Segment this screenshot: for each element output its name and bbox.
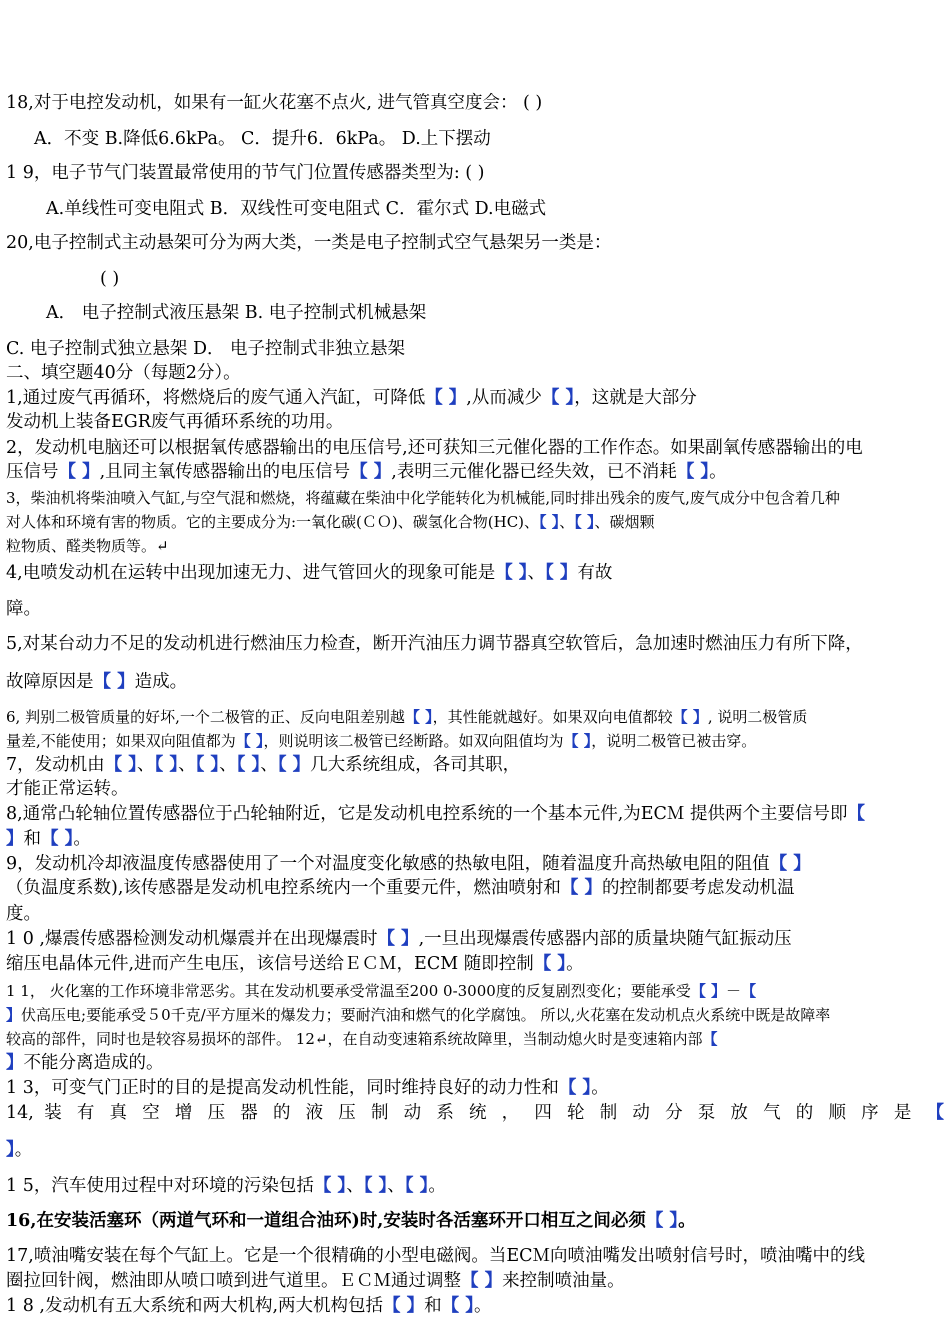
text-run: A.单线性可变电阻式 B．双线性可变电阻式 C．霍尔式 D.电磁式 <box>46 199 547 219</box>
text-run: A． 电子控制式液压悬架 B. 电子控制式机械悬架 <box>46 303 427 323</box>
text-run: C. 电子控制式独立悬架 D． 电子控制式非独立悬架 <box>6 339 406 359</box>
answer-blank: 【 】 <box>769 854 811 874</box>
text-line <box>6 92 950 114</box>
answer-blank: 【 】 <box>533 954 567 974</box>
text-run: 障。 <box>6 599 41 619</box>
text-line <box>6 338 950 360</box>
text-run: 故障原因是 <box>6 672 94 692</box>
text-run: 、 <box>219 755 237 775</box>
text-run: 。 <box>73 829 91 849</box>
text-run: 压信号 <box>6 462 59 482</box>
text-run: 度。 <box>6 904 41 924</box>
text-run: 发动机上装备EGR废气再循环系统的功用。 <box>6 412 344 432</box>
text-run: 、 <box>136 755 155 775</box>
answer-blank: 【 】 <box>350 462 392 482</box>
text-line <box>6 411 950 433</box>
answer-blank: 【 】 <box>195 755 220 775</box>
text-run: 对人体和环境有害的物质。它的主要成分为:一氧化碳(ＣＯ)、碳氢化合物(HC)、 <box>6 513 540 531</box>
text-run: 才能正常运转。 <box>6 779 129 799</box>
text-line <box>6 877 950 899</box>
text-run: 1 9，电子节气门装置最常使用的节气门位置传感器类型为: ( ) <box>6 163 485 183</box>
answer-blank: 】 <box>6 1140 15 1160</box>
answer-blank: 【 】 <box>377 929 419 949</box>
text-line <box>6 535 950 557</box>
answer-blank: 【 】 <box>539 513 560 531</box>
text-run: 、 <box>178 755 196 775</box>
text-line <box>6 562 950 584</box>
text-line <box>6 232 950 254</box>
text-line <box>6 1052 950 1074</box>
text-run: 。 <box>678 1211 696 1231</box>
text-run: 、 <box>260 755 278 775</box>
text-run: ，说明二极管已被击穿。 <box>591 732 757 750</box>
text-line <box>6 980 950 1002</box>
text-run: 5,对某台动力不足的发动机进行燃油压力检查，断开汽油压力调节器真空软管后，急加速时燃油压力有所下降， <box>6 634 863 654</box>
text-run: 粒物质、醛类物质等。↵ <box>6 537 169 555</box>
answer-blank: 【 】 <box>495 563 528 583</box>
text-line <box>6 1270 950 1292</box>
text-line <box>6 853 950 875</box>
text-line <box>100 268 950 290</box>
text-run: 。 <box>591 1078 609 1098</box>
text-line <box>6 1004 950 1026</box>
answer-blank: 【 】 <box>441 1296 474 1316</box>
answer-blank: 【 <box>741 982 757 1000</box>
text-line <box>6 487 950 509</box>
text-line <box>6 437 950 459</box>
answer-blank: 【 <box>847 804 865 824</box>
text-run: 的控制都要考虑发动机温 <box>601 878 795 898</box>
answer-blank: 【 】 <box>672 708 708 726</box>
answer-blank: 【 】 <box>93 672 135 692</box>
text-run: 12↵ <box>295 1030 328 1048</box>
text-run: 量差,不能使用；如果双向阻值都为 <box>6 732 236 750</box>
text-line <box>6 671 950 693</box>
text-line <box>6 953 950 975</box>
text-line <box>6 362 950 384</box>
text-line <box>6 1139 950 1161</box>
text-run: （负温度系数),该传感器是发动机电控系统内一个重要元件，燃油喷射和 <box>6 878 561 898</box>
answer-blank: 【 】 <box>41 829 74 849</box>
text-line <box>6 387 950 409</box>
text-run: ( ) <box>100 269 120 289</box>
answer-blank: 【 】 <box>461 1271 503 1291</box>
text-line <box>6 803 950 825</box>
text-run: 、 <box>559 513 575 531</box>
text-line <box>6 598 950 620</box>
text-run: 2，发动机电脑还可以根据氧传感器输出的电压信号,还可获知三元催化器的工作作态。如果副氧传感器输出的电 <box>6 438 863 458</box>
answer-blank: 【 】 <box>277 755 311 775</box>
text-run: 16,在安装活塞环（两道气环和一道组合油环)时,安装时各活塞环开口相互之间必须 <box>6 1211 646 1231</box>
text-run: 和 <box>23 829 41 849</box>
answer-blank: 【 】 <box>574 513 595 531</box>
text-run: 9，发动机冷却液温度传感器使用了一个对温度变化敏感的热敏电阻，随着温度升高热敏电阻的阻值 <box>6 854 770 874</box>
text-run: 二、填空题40分（每题2分）。 <box>6 363 241 383</box>
text-line <box>6 1102 944 1124</box>
answer-blank: 【 】 <box>154 755 179 775</box>
text-run: ,且同主氧传感器输出的电压信号 <box>99 462 351 482</box>
text-run: 不能分离造成的。 <box>23 1053 164 1073</box>
text-line <box>6 1028 950 1050</box>
text-line <box>6 1245 950 1267</box>
text-run: 有故 <box>577 563 613 583</box>
text-line <box>6 1077 950 1099</box>
text-run: ，其性能就越好。如果双向电值都较 <box>432 708 673 726</box>
answer-blank: 【 】 <box>676 462 710 482</box>
text-run: 7，发动机由 <box>6 755 105 775</box>
text-run: 1,通过废气再循环，将燃烧后的废气通入汽缸，可降低 <box>6 388 426 408</box>
text-run: ,一旦出现爆震传感器内部的质量块随气缸振动压 <box>418 929 792 949</box>
answer-blank: 【 】 <box>690 982 727 1000</box>
text-run: 1 0 ,爆震传感器检测发动机爆震并在出现爆震时 <box>6 929 378 949</box>
answer-blank: 【 】 <box>236 755 261 775</box>
text-run: ，在自动变速箱系统故障里，当制动熄火时是变速箱内部 <box>327 1030 703 1048</box>
text-run: 20,电子控制式主动悬架可分为两大类，一类是电子控制式空气悬架另一类是： <box>6 233 612 253</box>
text-line <box>6 1295 950 1317</box>
answer-blank: 【 】 <box>645 1211 679 1231</box>
text-run: 1 5，汽车使用过程中对环境的污染包括 <box>6 1176 314 1196</box>
text-line <box>6 633 950 655</box>
answer-blank: 【 】 <box>563 732 592 750</box>
answer-blank: 【 】 <box>363 1176 388 1196</box>
answer-blank: 】 <box>6 829 24 849</box>
text-run: 6, 判别二极管质量的好坏,一个二极管的正、反向电阻差别越 <box>6 708 405 726</box>
answer-blank: 【 】 <box>541 388 575 408</box>
text-line <box>6 162 950 184</box>
text-line <box>6 828 950 850</box>
text-line <box>6 903 950 925</box>
text-run: 4,电喷发动机在运转中出现加速无力、进气管回火的现象可能是 <box>6 563 496 583</box>
text-run: , 说明二极管质 <box>707 708 808 726</box>
text-run: 、 <box>346 1176 364 1196</box>
answer-blank: 【 <box>926 1103 944 1123</box>
text-run: 18,对于电控发动机，如果有一缸火花塞不点火, 进气管真空度会： ( ) <box>6 93 543 113</box>
text-run: 1 8 ,发动机有五大系统和两大机构,两大机构包括 <box>6 1296 384 1316</box>
text-line <box>6 1175 950 1197</box>
text-run: ,从而减少 <box>466 388 542 408</box>
text-run: 。 <box>566 954 584 974</box>
text-run: 、 <box>387 1176 405 1196</box>
answer-blank: 【 】 <box>404 1176 429 1196</box>
text-run: 17,喷油嘴安装在每个气缸上。它是一个很精确的小型电磁阀。当ECＭ向喷油嘴发出喷射信号时，喷油嘴中的线 <box>6 1246 865 1266</box>
answer-blank: 】 <box>6 1006 22 1024</box>
answer-blank: 【 】 <box>560 878 602 898</box>
text-line <box>6 754 950 776</box>
text-run: 造成。 <box>134 672 188 692</box>
text-run: 、碳烟颗 <box>594 513 655 531</box>
answer-blank: 【 】 <box>425 388 467 408</box>
text-run: 缩压电晶体元件,进而产生电压，该信号送给ＥＣＭ，ECM 随即控制 <box>6 954 534 974</box>
text-run: A．不变 B.降低6.6kPa。 C．提升6．6kPa。 D.上下摆动 <box>34 129 491 149</box>
text-line <box>46 198 950 220</box>
text-run: 。 <box>14 1140 33 1160</box>
text-run: 较高的部件，同时也是较容易损坏的部件。 <box>6 1030 296 1048</box>
answer-blank: 【 】 <box>545 563 578 583</box>
text-line <box>6 778 950 800</box>
text-run: 和 <box>424 1296 442 1316</box>
text-run: 14, 装 有 真 空 增 压 器 的 液 压 制 动 系 统 ， 四 轮 制 动 分 泵 放 气 的 顺 序 是 <box>6 1103 927 1123</box>
answer-blank: 【 】 <box>383 1296 425 1316</box>
text-run: 。 <box>709 462 727 482</box>
text-run: 1 3，可变气门正时的目的是提高发动机性能，同时维持良好的动力性和 <box>6 1078 559 1098</box>
text-line <box>6 461 950 483</box>
answer-blank: 【 】 <box>558 1078 592 1098</box>
text-run: ,表明三元催化器已经失效，已不消耗 <box>391 462 677 482</box>
text-run: － <box>726 982 742 1000</box>
text-line <box>6 928 950 950</box>
text-run: 。 <box>473 1296 492 1316</box>
text-run: 3，柴油机将柴油喷入气缸,与空气混和燃烧，将蕴藏在柴油中化学能转化为机械能,同时排出残余的废气,废气成分中包含着几种 <box>6 489 840 507</box>
answer-blank: 【 】 <box>313 1176 347 1196</box>
text-run: 、 <box>527 563 546 583</box>
text-run: ，这就是大部分 <box>574 388 697 408</box>
text-run: 来控制喷油量。 <box>502 1271 625 1291</box>
text-line <box>6 730 950 752</box>
answer-blank: 【 】 <box>235 732 264 750</box>
text-run: 。 <box>428 1176 446 1196</box>
text-run: 1 1， 火化塞的工作环境非常恶劣。其在发动机要承受常温至200 0-3000度的反复剧烈变化；要能承受 <box>6 982 691 1000</box>
text-run: 8,通常凸轮轴位置传感器位于凸轮轴附近，它是发动机电控系统的一个基本元件,为ECＭ 提供两个主要信号即 <box>6 804 848 824</box>
text-run: 伏高压电;要能承受５0千克/平方厘米的爆发力；要耐汽油和燃气的化学腐蚀。 所以,火花塞在发动机点火系统中既是故障率 <box>21 1006 831 1024</box>
text-line <box>34 128 950 150</box>
text-line <box>6 706 950 728</box>
text-line <box>6 511 950 533</box>
text-line <box>46 302 950 324</box>
answer-blank: 【 <box>702 1030 718 1048</box>
answer-blank: 【 】 <box>104 755 137 775</box>
text-line <box>6 1210 950 1232</box>
answer-blank: 】 <box>6 1053 24 1073</box>
text-run: ，则说明该二极管已经断路。如双向阻值均为 <box>263 732 564 750</box>
answer-blank: 【 】 <box>58 462 100 482</box>
text-run: 几大系统组成，各司其职， <box>310 755 521 775</box>
answer-blank: 【 】 <box>404 708 433 726</box>
text-run: 圈拉回针阀，燃油即从喷口喷到进气道里。ＥＣＭ通过调整 <box>6 1271 461 1291</box>
